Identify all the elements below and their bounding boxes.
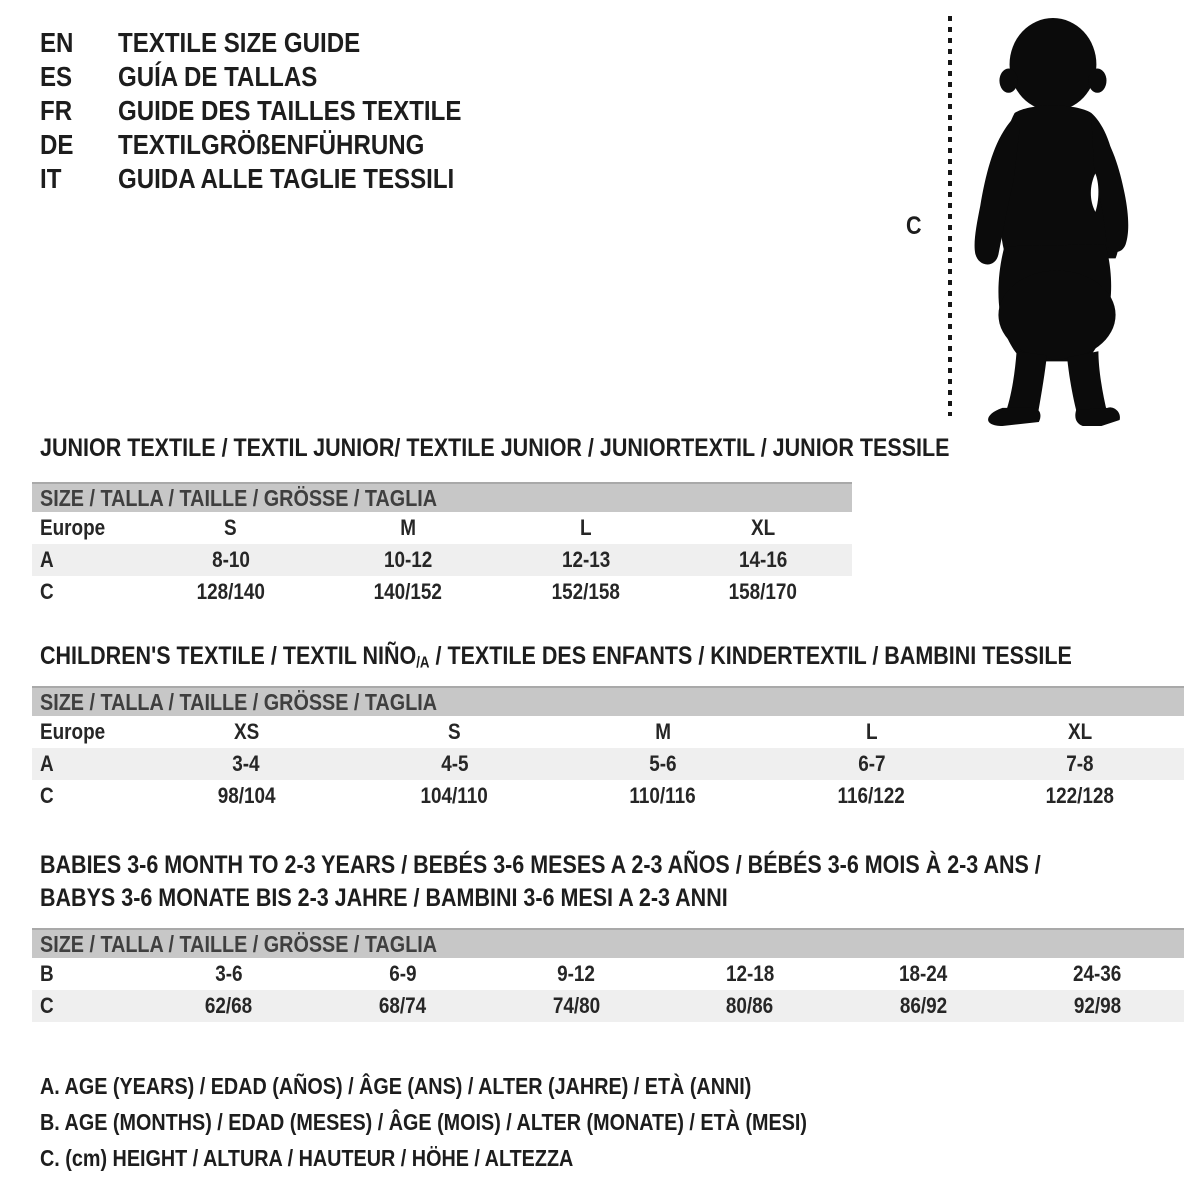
language-row-fr	[40, 94, 517, 128]
children-size-table	[32, 686, 1184, 812]
toddler-silhouette-image	[966, 14, 1146, 426]
height-value: 80/86	[726, 993, 774, 1018]
age-value: 14-16	[739, 547, 788, 572]
babies-section-title: BABIES 3-6 MONTH TO 2-3 YEARS / BEBÉS 3-6 MESES A 2-3 AÑOS / BÉBÉS 3-6 MOIS À 2-3 ANS / BABYS 3-6 MONATE BIS 2-3 JAHRE / BAMBINI 3-6 MESI A 2-3 ANNI	[40, 851, 1041, 912]
table-row-height	[32, 990, 1184, 1022]
row-label: A	[40, 751, 54, 776]
row-label: Europe	[40, 515, 106, 540]
age-value: 8-10	[211, 547, 250, 572]
height-value: 122/128	[1045, 783, 1115, 808]
table-row-age-months	[32, 958, 1184, 990]
table-row-age	[32, 748, 1184, 780]
age-value: 3-4	[232, 751, 260, 776]
legend	[40, 1068, 932, 1176]
height-value: 86/92	[899, 993, 948, 1018]
language-code: DE	[40, 129, 74, 160]
children-section-title: CHILDREN'S TEXTILE / TEXTIL $NIÑO_{/A}$ / TEXTILE DES ENFANTS / KINDERTEXTIL / BAMBINI TESSILE	[40, 642, 1072, 672]
row-label: A	[40, 547, 54, 572]
height-value: 62/68	[205, 993, 253, 1018]
size-value: XL	[751, 515, 776, 540]
junior-size-table	[32, 482, 852, 608]
size-header-bar: SIZE / TALLA / TAILLE / GRÖSSE / TAGLIA	[32, 928, 1184, 958]
language-code: EN	[40, 27, 74, 58]
guide-title-en: TEXTILE SIZE GUIDE	[118, 27, 361, 58]
junior-section-title: JUNIOR TEXTILE / TEXTIL JUNIOR/ TEXTILE JUNIOR / JUNIORTEXTIL / JUNIOR TESSILE	[40, 434, 950, 462]
language-code: ES	[40, 61, 73, 92]
guide-title-es: GUÍA DE TALLAS	[118, 61, 318, 92]
height-value: 104/110	[420, 783, 489, 808]
guide-title-fr: GUIDE DES TAILLES TEXTILE	[118, 95, 462, 126]
language-code: FR	[40, 95, 73, 126]
age-value: 4-5	[440, 751, 469, 776]
row-label: C	[40, 579, 54, 604]
babies-size-table	[32, 928, 1184, 1022]
age-months-value: 24-36	[1072, 961, 1122, 986]
size-header-bar: SIZE / TALLA / TAILLE / GRÖSSE / TAGLIA	[32, 482, 852, 512]
size-value: L	[579, 515, 592, 540]
language-row-it	[40, 162, 517, 196]
guide-title-de: TEXTILGRÖßENFÜHRUNG	[118, 129, 425, 160]
table-row-height	[32, 780, 1184, 812]
height-value: 68/74	[378, 993, 427, 1018]
age-value: 6-7	[857, 751, 886, 776]
height-measure-label: C	[906, 212, 922, 240]
language-header	[40, 26, 517, 196]
age-months-value: 3-6	[215, 961, 243, 986]
height-value: 110/116	[629, 783, 697, 808]
height-figure	[900, 0, 1200, 440]
height-value: 158/170	[729, 579, 798, 604]
size-value: XL	[1067, 719, 1092, 744]
size-value: M	[655, 719, 671, 744]
size-value: S	[448, 719, 461, 744]
height-measure-dashed-line	[948, 16, 952, 416]
height-value: 152/158	[551, 579, 620, 604]
age-months-value: 6-9	[388, 961, 417, 986]
size-value: L	[865, 719, 878, 744]
height-value: 128/140	[196, 579, 265, 604]
row-label: Europe	[40, 719, 106, 744]
table-row-europe	[32, 716, 1184, 748]
age-value: 5-6	[649, 751, 677, 776]
height-value: 140/152	[374, 579, 443, 604]
size-value: S	[224, 515, 238, 540]
size-value: XS	[233, 719, 259, 744]
age-value: 10-12	[384, 547, 433, 572]
legend-line-b: B. AGE (MONTHS) / EDAD (MESES) / ÂGE (MOIS) / ALTER (MONATE) / ETÀ (MESI)	[40, 1109, 807, 1135]
row-label: B	[40, 961, 54, 986]
language-row-de	[40, 128, 517, 162]
age-months-value: 12-18	[725, 961, 775, 986]
row-label: C	[40, 783, 54, 808]
age-months-value: 18-24	[899, 961, 948, 986]
size-header-bar: SIZE / TALLA / TAILLE / GRÖSSE / TAGLIA	[32, 686, 1184, 716]
height-value: 98/104	[217, 783, 276, 808]
row-label: C	[40, 993, 54, 1018]
legend-line-c: C. (cm) HEIGHT / ALTURA / HAUTEUR / HÖHE / ALTEZZA	[40, 1145, 574, 1171]
height-value: 116/122	[837, 783, 906, 808]
age-value: 12-13	[561, 547, 610, 572]
height-value: 74/80	[552, 993, 600, 1018]
age-months-value: 9-12	[557, 961, 596, 986]
legend-line-a: A. AGE (YEARS) / EDAD (AÑOS) / ÂGE (ANS) / ALTER (JAHRE) / ETÀ (ANNI)	[40, 1073, 752, 1099]
size-value: M	[400, 515, 417, 540]
height-value: 92/98	[1073, 993, 1121, 1018]
table-row-age	[32, 544, 852, 576]
language-row-en	[40, 26, 517, 60]
table-row-europe	[32, 512, 852, 544]
table-row-height	[32, 576, 852, 608]
language-row-es	[40, 60, 517, 94]
language-code: IT	[40, 163, 62, 194]
guide-title-it: GUIDA ALLE TAGLIE TESSILI	[118, 163, 455, 194]
age-value: 7-8	[1066, 751, 1094, 776]
